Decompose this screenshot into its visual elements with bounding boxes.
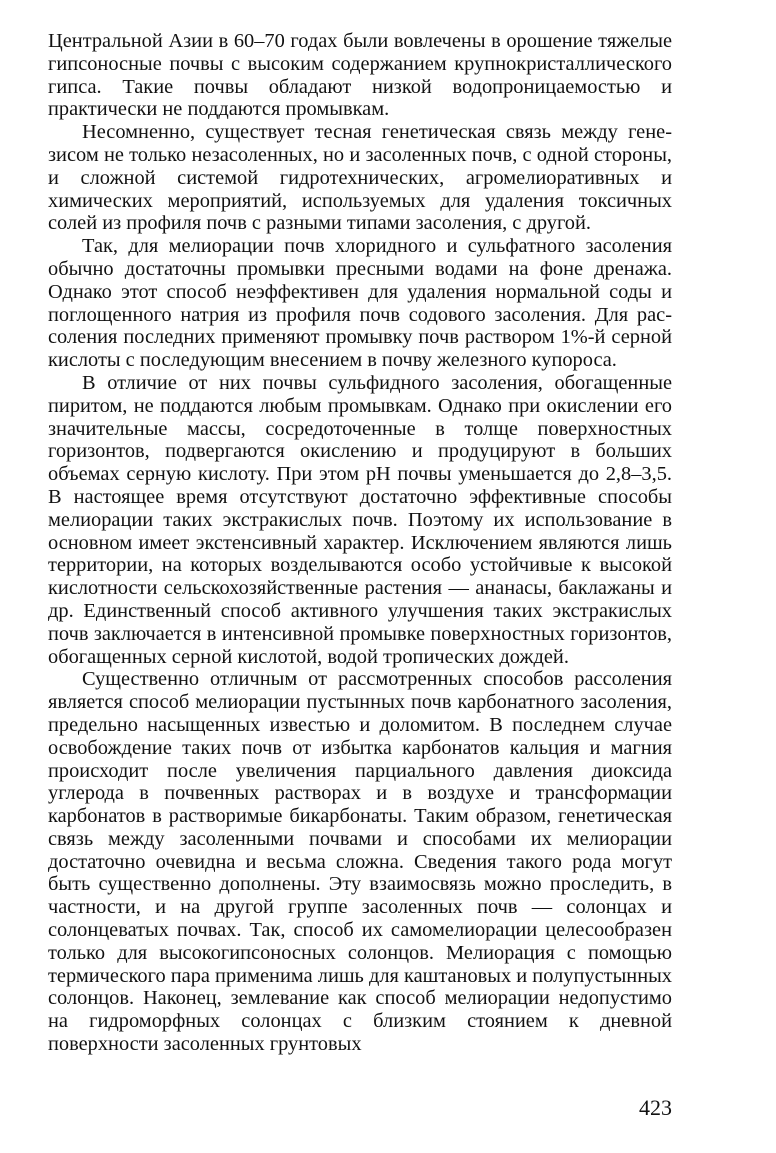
paragraph-genetic-link: Несомненно, существует тесная генетическая связь между генезисом не только незасоленных, но и засоленных почв, с одной стороны, и сложной системой гидротехнических, агромелиоративных и химических мероприятий, используемых для удаления токсичных солей из профиля почв с разными типами засоления, с другой. bbox=[48, 121, 672, 235]
paragraph-sulfide-salinity: В отличие от них почвы сульфидного засоления, обогащенные пиритом, не поддаются любым промывкам. Однако при окислении его значительные массы, сосредоточенные в толще поверхностных горизонтов, подвергаются окислению и продуцируют в больших объемах серную кислоту. При этом pH почвы уменьшается до 2,8–3,5. В настоящее время отсутствуют достаточно эффективные способы мелиорации таких экстракислых почв. Поэтому их использование в основном имеет экстенсивный характер. Исключением являются лишь территории, на которых возделываются особо устойчивые к высокой кислотности сельскохозяйственные растения — ананасы, баклажаны и др. Единственный способ активного улучшения таких экстракислых почв заключается в интенсивной промывке поверхностных горизонтов, обогащенных серной кислотой, водой тропических дождей. bbox=[48, 371, 672, 668]
paragraph-chloride-sulfate: Так, для мелиорации почв хлоридного и сульфатного засоления обычно достаточны промывки пресными водами на фоне дренажа. Однако этот способ неэффективен для удаления нормальной соды и поглощенного натрия из профиля почв содового засоления. Для рассоления последних применяют промывку почв раствором 1%-й серной кислоты с последующим внесением в почву железного купороса. bbox=[48, 235, 672, 372]
paragraph-continuation: Центральной Азии в 60–70 годах были вовлечены в орошение тяжелые гипсоносные почвы с высоким содержанием крупнокристаллического гипса. Такие почвы обладают низкой водопроницаемостью и практически не поддаются промывкам. bbox=[48, 30, 672, 121]
page-number: 423 bbox=[639, 1095, 672, 1120]
page-body bbox=[48, 30, 672, 1056]
paragraph-carbonate-salinity: Существенно отличным от рассмотренных способов рассоления является способ мелиорации пустынных почв карбонатного засоления, предельно насыщенных известью и доломитом. В последнем случае освобождение таких почв от избытка карбонатов кальция и магния происходит после увеличения парциального давления диоксида углерода в почвенных растворах и в воздухе и трансформации карбонатов в растворимые бикарбонаты. Таким образом, генетическая связь между засоленными почвами и способами их мелиорации достаточно очевидна и весьма сложна. Сведения такого рода могут быть существенно дополнены. Эту взаимосвязь можно проследить, в частности, и на другой группе засоленных почв — солонцах и солонцеватых почвах. Так, способ их самомелиорации целесообразен только для высокогипсоносных солонцов. Мелиорация с помощью термического пара применима лишь для каштановых и полупустынных солонцов. Наконец, землевание как способ мелиорации недопустимо на гидроморфных солонцах с близким стоянием к дневной поверхности засоленных грунтовых bbox=[48, 668, 672, 1056]
